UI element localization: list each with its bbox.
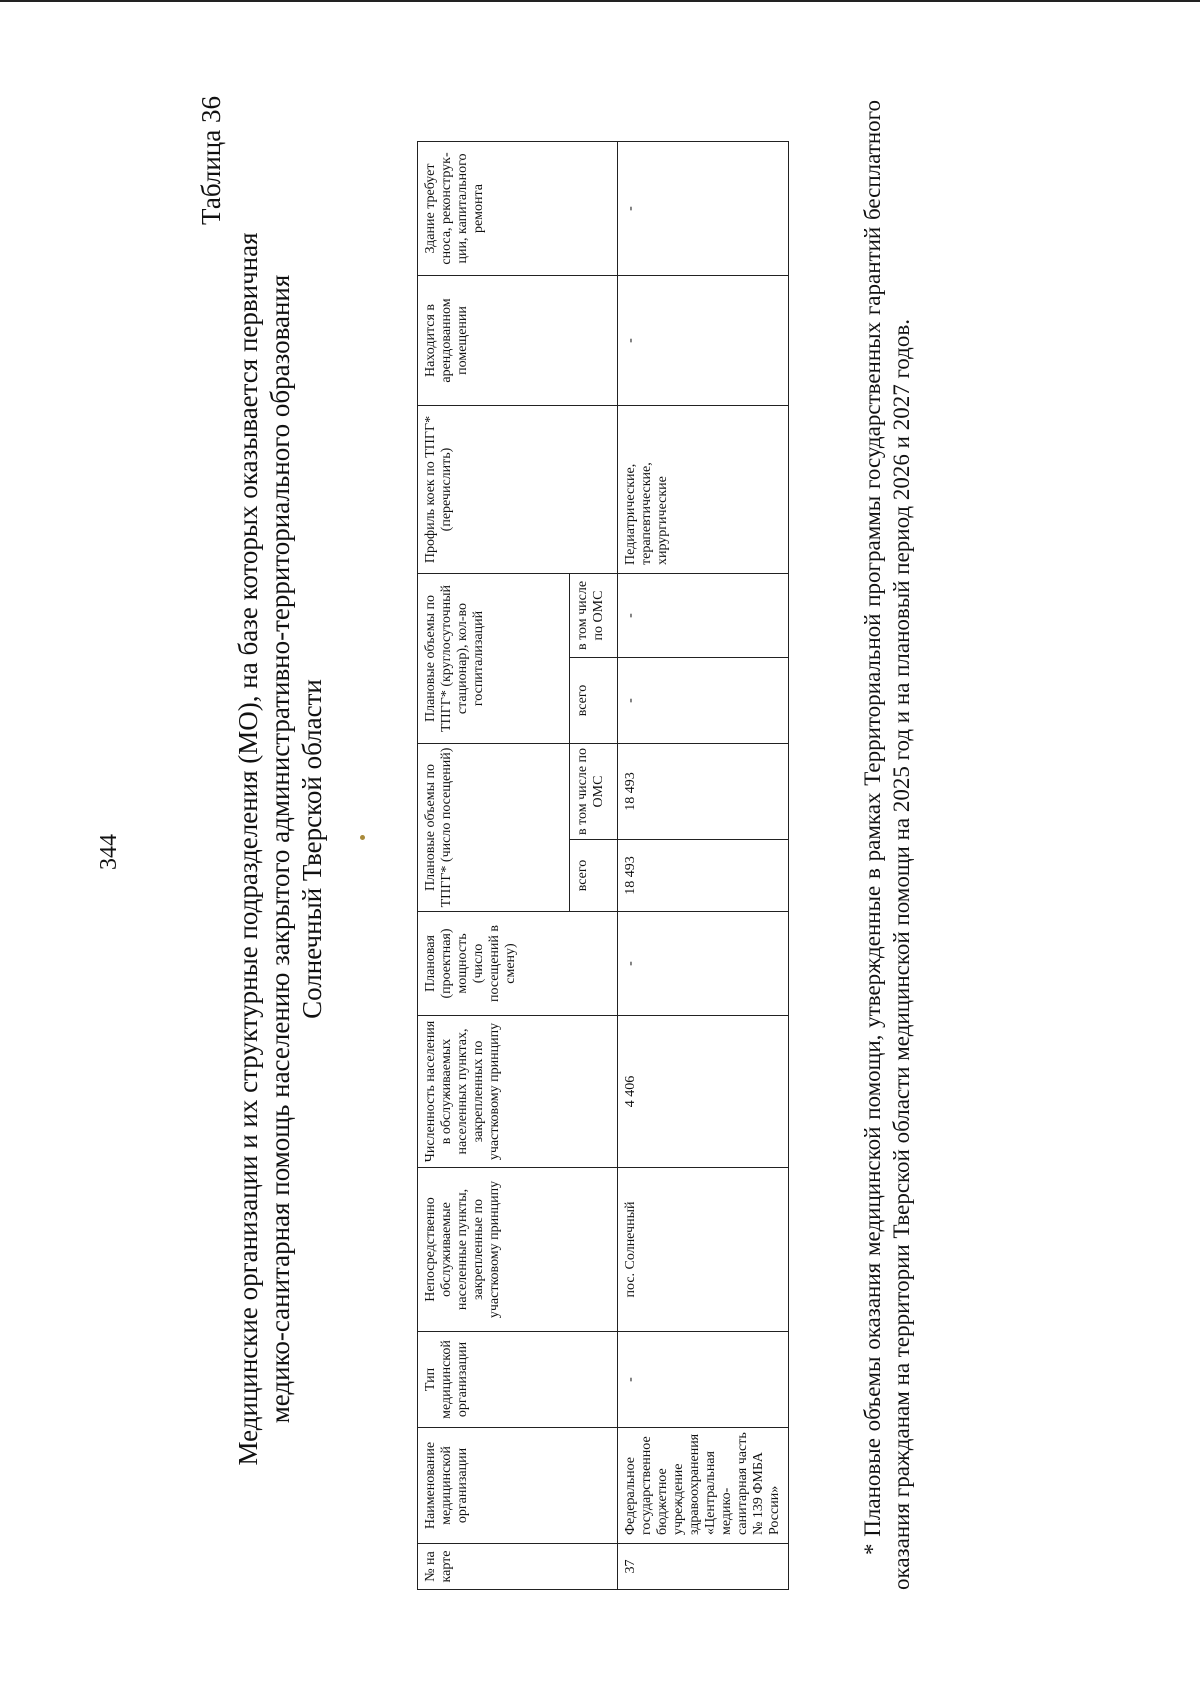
header-rented: Находится в арендованном помещении	[418, 276, 618, 406]
cell-capacity: -	[618, 912, 789, 1016]
header-org-type: Тип медицинской организации	[418, 1332, 618, 1428]
page-number: 344	[96, 834, 122, 870]
header-map-no: № на карте	[418, 1544, 618, 1590]
table-label: Таблица 36	[196, 96, 226, 225]
cell-visits-oms: 18 493	[618, 744, 789, 840]
cell-demolition: -	[618, 142, 789, 276]
cell-bed-profile: Педиатрические, терапевтические, хирургические	[618, 406, 789, 574]
header-population: Численность населения в обслуживаемых населенных пунктах, закрепленных по участковому принципу	[418, 1016, 618, 1168]
subheader-hospital-total: всего	[570, 658, 618, 744]
cell-hospital-oms: -	[618, 574, 789, 658]
cell-rented: -	[618, 276, 789, 406]
table-row	[618, 142, 789, 1590]
scan-speck	[360, 835, 365, 840]
cell-visits-total: 18 493	[618, 840, 789, 912]
header-demolition: Здание требует сноса, реконструк-ции, капитального ремонта	[418, 142, 618, 276]
cell-org-type: -	[618, 1332, 789, 1428]
cell-org-name: Федеральное государственное бюджетное учреждение здравоохранения «Центральная медико-санитарная часть № 139 ФМБА России»	[618, 1428, 789, 1544]
cell-map-no: 37	[618, 1544, 789, 1590]
cell-population: 4 406	[618, 1016, 789, 1168]
cell-settlements: пос. Солнечный	[618, 1168, 789, 1332]
header-settlements: Непосредственно обслуживаемые населенные пункты, закрепленные по участковому принципу	[418, 1168, 618, 1332]
header-bed-profile: Профиль коек по ТПГГ* (перечислить)	[418, 406, 618, 574]
header-visits: Плановые объемы по ТПГГ* (число посещений)	[418, 744, 570, 912]
header-capacity: Плановая (проектная) мощность (число посещений в смену)	[418, 912, 618, 1016]
page-title: Медицинские организации и их структурные подразделения (МО), на базе которых оказывается первичная медико-санитарная помощь населению закрытого административно-территориального образования Солнечный Тверской области	[233, 232, 327, 1466]
subheader-hospital-oms: в том числе по ОМС	[570, 574, 618, 658]
subheader-visits-total: всего	[570, 840, 618, 912]
subheader-visits-oms: в том числе по ОМС	[570, 744, 618, 840]
header-row	[418, 142, 570, 1590]
footnote: * Плановые объемы оказания медицинской помощи, утвержденные в рамках Территориальной программы государственных гарантий бесплатного оказания гражданам на территории Тверской области медицинской помощи на 2025 год и на плановый период 2026 и 2027 годов.	[860, 100, 914, 1590]
organizations-table	[417, 141, 789, 1590]
header-org-name: Наименование медицинской организации	[418, 1428, 618, 1544]
header-hospital: Плановые объемы по ТПГГ* (круглосуточный стационар), кол-во госпитализаций	[418, 574, 570, 744]
cell-hospital-total: -	[618, 658, 789, 744]
